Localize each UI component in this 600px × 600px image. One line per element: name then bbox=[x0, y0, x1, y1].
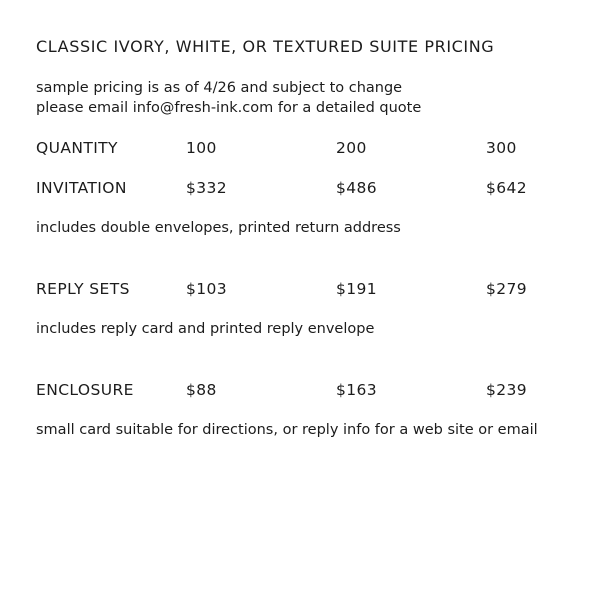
invitation-note: includes double envelopes, printed return address bbox=[36, 220, 401, 236]
enclosure-label: ENCLOSURE bbox=[36, 381, 134, 399]
invitation-label: INVITATION bbox=[36, 179, 127, 197]
enclosure-note: small card suitable for directions, or reply info for a web site or email bbox=[36, 422, 538, 438]
quantity-label: QUANTITY bbox=[36, 139, 118, 157]
quantity-200: 200 bbox=[336, 139, 367, 157]
invitation-row bbox=[36, 177, 576, 199]
enclosure-price-100: $88 bbox=[186, 381, 217, 399]
reply-sets-row bbox=[36, 278, 576, 300]
enclosure-price-200: $163 bbox=[336, 381, 378, 399]
pricing-document bbox=[36, 36, 576, 440]
enclosure-row bbox=[36, 379, 576, 401]
invitation-price-100: $332 bbox=[186, 179, 228, 197]
invitation-price-300: $642 bbox=[486, 179, 528, 197]
reply-sets-price-200: $191 bbox=[336, 280, 378, 298]
page-title: CLASSIC IVORY, WHITE, OR TEXTURED SUITE PRICING bbox=[36, 37, 495, 56]
enclosure-price-300: $239 bbox=[486, 381, 528, 399]
quantity-300: 300 bbox=[486, 139, 517, 157]
intro-line-1: sample pricing is as of 4/26 and subject to change bbox=[36, 80, 403, 96]
reply-sets-note: includes reply card and printed reply envelope bbox=[36, 321, 375, 337]
invitation-price-200: $486 bbox=[336, 179, 378, 197]
quantity-header-row bbox=[36, 137, 576, 159]
reply-sets-price-100: $103 bbox=[186, 280, 228, 298]
reply-sets-label: REPLY SETS bbox=[36, 280, 130, 298]
quantity-100: 100 bbox=[186, 139, 217, 157]
intro-line-2: please email info@fresh-ink.com for a detailed quote bbox=[36, 100, 422, 116]
intro-text bbox=[36, 78, 576, 118]
reply-sets-price-300: $279 bbox=[486, 280, 528, 298]
